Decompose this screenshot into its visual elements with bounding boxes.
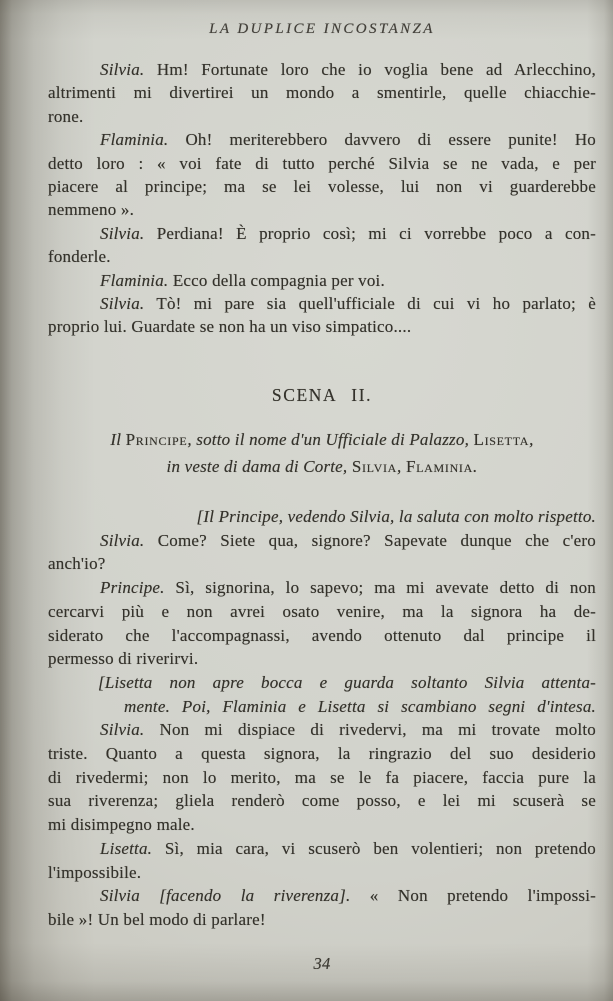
- text-line: [48, 861, 596, 885]
- text-segment: Hm! Fortunate loro che io voglia bene ad Arlecchino,: [144, 60, 596, 79]
- text-segment: Silvia.: [100, 530, 145, 550]
- text-segment: ,: [397, 457, 406, 476]
- text-line: [48, 198, 596, 221]
- text-segment: « Non pretendo l'impossi-: [350, 886, 596, 906]
- text-line: [48, 222, 596, 245]
- dialogue-block-scene-one: [48, 58, 596, 339]
- text-line: [48, 718, 596, 742]
- running-head: LA DUPLICE INCOSTANZA: [209, 21, 435, 37]
- text-segment: Sì, mia cara, vi scuserò ben volentieri; non pretendo: [152, 838, 596, 858]
- page-number: 34: [313, 954, 331, 973]
- text-line: [48, 600, 596, 624]
- text-segment: l'impossibile.: [48, 862, 142, 882]
- text-segment: detto loro : « voi fate di tutto perché Silvia se ne vada, e per: [48, 153, 596, 173]
- text-segment: altrimenti mi divertirei un mondo a smentirle, quelle chiacchie-: [48, 83, 596, 103]
- text-segment: Silvia.: [100, 720, 145, 740]
- text-segment: mente. Poi, Flaminia e Lisetta si scambiano segni d'intesa.: [124, 696, 596, 716]
- text-segment: rone.: [48, 106, 84, 126]
- text-segment: Come? Siete qua, signore? Sapevate dunque che c'ero: [144, 530, 596, 550]
- text-segment: Lisetta.: [100, 838, 153, 858]
- text-line: [48, 292, 596, 315]
- text-line: [48, 426, 596, 453]
- text-segment: di rivedermi; non lo merito, ma se le fa piacere, faccia pure la: [48, 767, 596, 787]
- text-line: [48, 908, 596, 932]
- text-segment: Silvia.: [100, 294, 145, 314]
- text-line: [48, 884, 596, 908]
- text-line: [48, 813, 596, 837]
- text-segment: anch'io?: [48, 554, 106, 574]
- text-line: [48, 105, 596, 128]
- text-line: [48, 695, 596, 719]
- text-segment: Il: [110, 430, 126, 449]
- text-line: [48, 576, 596, 600]
- text-segment: sua riverenza; gliela renderò come posso, e lei mi scuserà se: [48, 791, 596, 811]
- text-segment: , sotto il nome d'un Ufficiale di Palazzo,: [187, 430, 474, 449]
- text-segment: permesso di riverirvi.: [48, 649, 199, 669]
- text-line: [48, 529, 596, 553]
- text-segment: Perdiana! È proprio così; mi ci vorrebbe poco a con-: [144, 223, 596, 243]
- text-line: [48, 175, 596, 198]
- text-segment: Non mi dispiace di rivedervi, ma mi trovate molto: [144, 720, 596, 740]
- text-segment: Principe: [125, 430, 188, 449]
- text-line: [48, 766, 596, 790]
- dialogue-block-scene-two: [48, 505, 596, 932]
- text-line: [48, 269, 596, 292]
- text-line: [48, 742, 596, 766]
- text-line: [48, 552, 596, 576]
- text-line: [48, 245, 596, 268]
- text-line: [48, 671, 596, 695]
- text-segment: Sì, signorina, lo sapevo; ma mi avevate detto di non: [164, 578, 596, 598]
- text-segment: triste. Quanto a questa signora, la ringrazio del suo desiderio: [48, 744, 596, 764]
- text-segment: Flaminia: [405, 457, 473, 476]
- text-segment: proprio lui. Guardate se non ha un viso simpatico....: [48, 317, 412, 337]
- text-segment: Tò! mi pare sia quell'ufficiale di cui vi ho parlato; è: [144, 294, 596, 314]
- text-segment: in veste di dama di Corte,: [166, 457, 352, 476]
- text-segment: cercarvi più e non avrei osato venire, ma la signora ha de-: [48, 601, 596, 621]
- text-line: [48, 789, 596, 813]
- text-line: [48, 453, 596, 480]
- text-line: [48, 128, 596, 151]
- text-segment: nemmeno ».: [48, 200, 135, 220]
- text-segment: ,: [529, 430, 534, 449]
- scene-heading: SCENA II.: [271, 385, 373, 405]
- text-segment: Silvia.: [100, 60, 145, 79]
- text-segment: Silvia: [351, 457, 398, 476]
- text-segment: Silvia [facendo la riverenza].: [100, 886, 351, 906]
- cast-list: [48, 426, 596, 480]
- text-segment: Ecco della compagnia per voi.: [168, 270, 385, 290]
- text-segment: siderato che l'accompagnassi, avendo ottenuto dal principe il: [48, 625, 596, 645]
- text-segment: Lisetta: [473, 430, 530, 449]
- text-segment: .: [473, 457, 478, 476]
- text-line: [48, 837, 596, 861]
- text-segment: Flaminia.: [100, 270, 169, 290]
- text-line: [48, 505, 596, 529]
- text-segment: [Lisetta non apre bocca e guarda soltanto Silvia attenta-: [98, 672, 596, 692]
- text-segment: Principe.: [100, 578, 165, 598]
- text-segment: [Il Principe, vedendo Silvia, la saluta con molto rispetto.: [196, 507, 596, 526]
- text-line: [48, 81, 596, 104]
- text-line: [48, 315, 596, 338]
- text-segment: mi disimpegno male.: [48, 815, 195, 835]
- text-segment: Flaminia.: [100, 130, 169, 150]
- text-segment: bile »! Un bel modo di parlare!: [48, 909, 266, 929]
- text-segment: Silvia.: [100, 223, 145, 243]
- text-line: [48, 647, 596, 671]
- text-segment: Oh! meriterebbero davvero di essere punite! Ho: [168, 130, 596, 150]
- text-segment: fonderle.: [48, 247, 111, 267]
- text-line: [48, 58, 596, 81]
- text-line: [48, 624, 596, 648]
- text-segment: piacere al principe; ma se lei volesse, lui non vi guarderebbe: [48, 177, 596, 197]
- text-line: [48, 152, 596, 175]
